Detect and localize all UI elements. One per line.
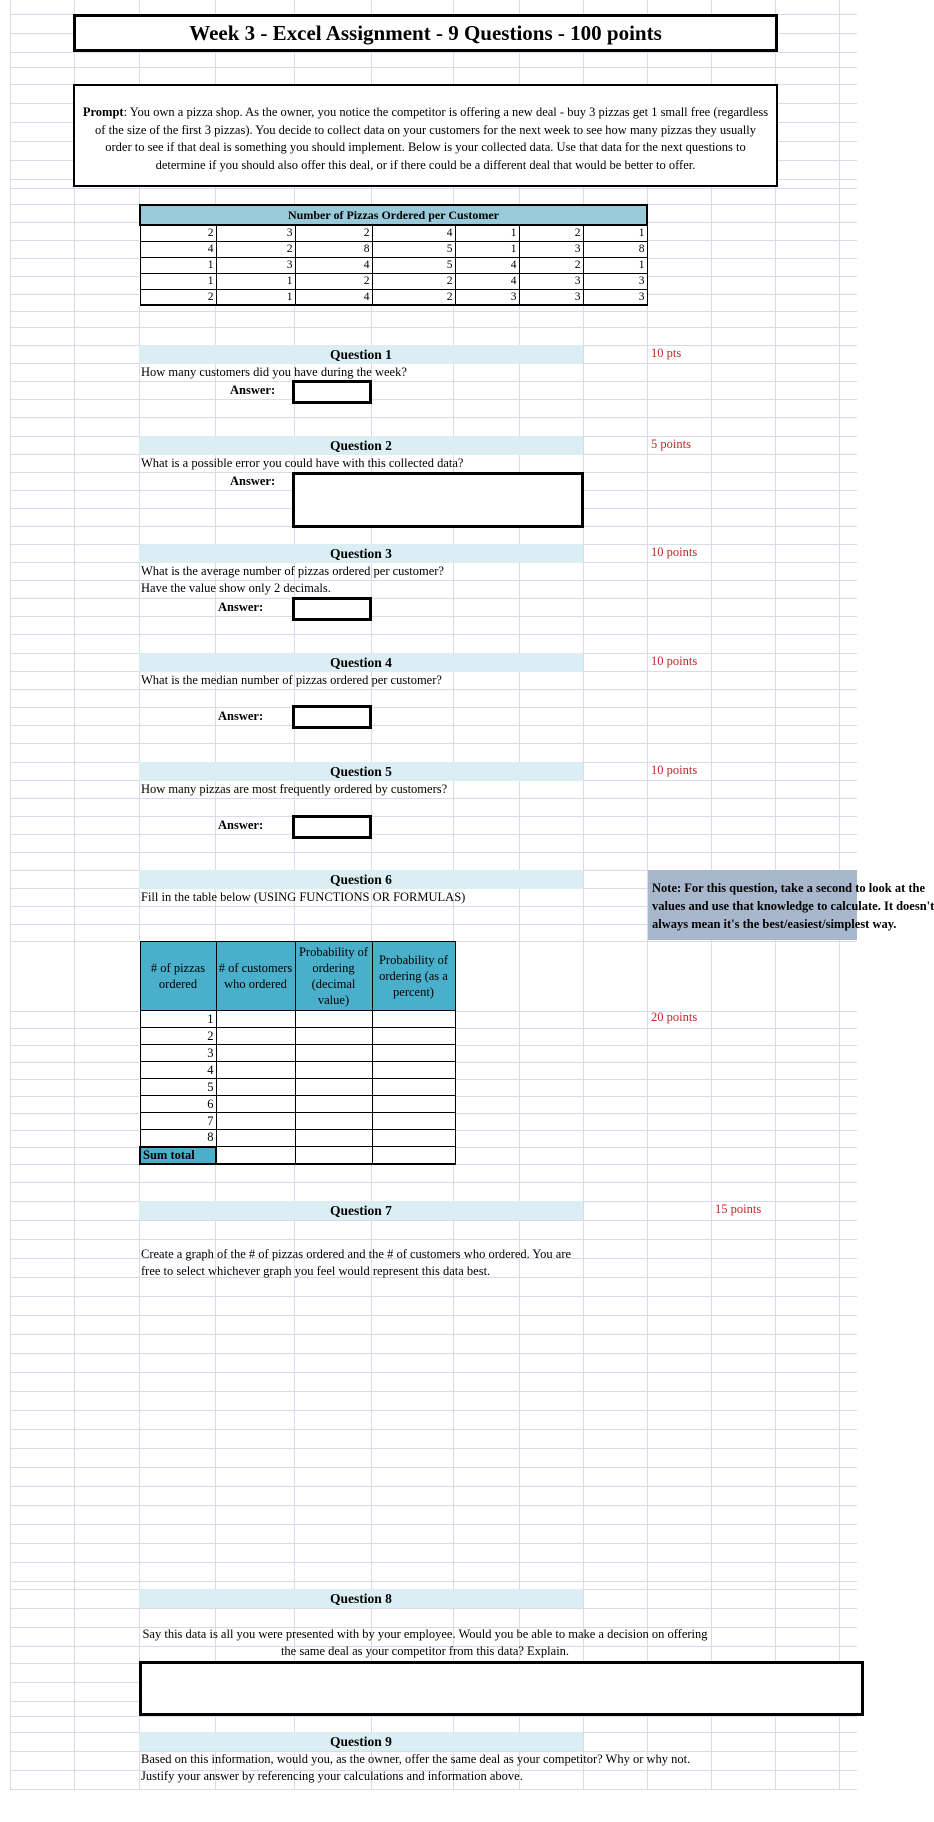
q3-header: Question 3 [139,544,583,563]
grid-row-line [10,188,857,189]
data-table-cell[interactable]: 2 [295,273,372,289]
q6-answer-cell[interactable] [216,1079,295,1096]
grid-row-line [10,816,857,817]
assignment-title [73,14,778,52]
data-table-cell[interactable]: 2 [216,241,295,257]
q3-points: 10 points [651,545,698,559]
grid-row-line [10,634,857,635]
q1-points: 10 pts [651,346,682,360]
q6-header: Question 6 [139,870,583,889]
grid-row-line [10,798,857,799]
data-table-cell[interactable]: 3 [216,225,295,241]
data-table-cell[interactable]: 2 [519,225,583,241]
q6-sum-row [140,1147,455,1164]
grid-row-line [10,616,857,617]
grid-row-line [10,834,857,835]
q8-answer-box[interactable] [139,1661,864,1716]
q7-header: Question 7 [139,1201,583,1220]
q6-text: Fill in the table below (USING FUNCTIONS OR FORMULAS) [141,890,466,904]
grid-row-line [10,52,857,53]
q5-points: 10 points [651,763,698,777]
grid-row-line [10,327,857,328]
q6-answer-cell[interactable] [295,1130,372,1147]
q2-answer-box[interactable] [292,472,584,528]
assignment-title-text: Week 3 - Excel Assignment - 9 Questions - 100 points [189,20,662,45]
data-table-row [140,289,647,305]
data-table-cell[interactable]: 4 [140,241,216,257]
q6-answer-cell[interactable] [295,1045,372,1062]
grid-row-line [10,1296,857,1297]
prompt-text: : You own a pizza shop. As the owner, you notice the competitor is offering a new deal - buy 3 pizzas get 1 small free (regardless of the size of the first 3 pizzas). You decide to collect data on your customers for the next week to see how many pizzas they usually order to see if that deal is something you should implement. Below is your collected data. Use that data for the next questions to determine if you should also offer this deal, or if there could be a different deal that would be better to offer. [95,105,769,172]
data-table-row [140,241,647,257]
data-table-cell[interactable]: 1 [455,225,519,241]
pizza-data-table [139,204,648,306]
q6-sum-cell[interactable] [295,1147,372,1164]
q2-answer-label: Answer: [230,474,276,488]
q6-answer-cell[interactable] [216,1130,295,1147]
data-table-cell[interactable]: 3 [519,289,583,305]
grid-row-line [10,1220,857,1221]
grid-row-line [10,598,857,599]
grid-row-line [10,580,857,581]
prompt-label: Prompt [82,105,124,119]
q6-pizzas-cell: 2 [140,1028,216,1045]
data-table-cell[interactable]: 4 [372,225,455,241]
q4-points: 10 points [651,654,698,668]
grid-row-line [10,399,857,400]
grid-row-line [10,1608,857,1609]
q6-answer-cell[interactable] [372,1011,455,1028]
q7-points: 15 points [715,1202,762,1216]
grid-row-line [10,1315,857,1316]
data-table-cell[interactable]: 1 [216,289,295,305]
grid-row-line [10,1410,857,1411]
q6-answer-cell[interactable] [295,1028,372,1045]
q6-note-line: Note: For this question, take a second to look at the [652,881,926,895]
data-table-cell[interactable]: 5 [372,257,455,273]
grid-row-line [10,1372,857,1373]
q6-answer-cell[interactable] [216,1062,295,1079]
data-table-cell[interactable]: 3 [216,257,295,273]
data-table-cell[interactable]: 1 [455,241,519,257]
data-table-cell[interactable]: 1 [140,273,216,289]
q9-header: Question 9 [139,1732,583,1751]
q6-answer-cell[interactable] [372,1096,455,1113]
grid-row-line [10,1429,857,1430]
grid-column-line [74,0,75,1790]
grid-row-line [10,1581,857,1582]
grid-row-line [10,1182,857,1183]
data-table-row [140,225,647,241]
grid-row-line [10,1789,857,1790]
q6-pizzas-cell: 8 [140,1130,216,1147]
q1-answer-label: Answer: [230,383,276,397]
q6-answer-cell[interactable] [295,1096,372,1113]
q6-pizzas-cell: 4 [140,1062,216,1079]
data-table-cell[interactable]: 2 [140,289,216,305]
q6-table-row [140,1130,455,1147]
grid-row-line [10,743,857,744]
data-table-cell[interactable]: 4 [455,273,519,289]
data-table-cell[interactable]: 3 [583,289,647,305]
q6-answer-cell[interactable] [372,1113,455,1130]
q6-answer-cell[interactable] [216,1096,295,1113]
q3-text-1: What is the average number of pizzas ordered per customer? [141,564,444,578]
q6-answer-cell[interactable] [216,1011,295,1028]
data-table-cell[interactable]: 1 [583,225,647,241]
grid-row-line [10,1562,857,1563]
q5-answer-box[interactable] [292,815,372,839]
data-table-body [140,225,647,305]
q9-text: Based on this information, would you, as the owner, offer the same deal as your competitor? Why or why not. Justify your answer by referencing your calculations and information above. [141,1752,691,1783]
q6-col-prob-percent: Probability of ordering (as a percent) [372,942,455,1011]
q6-probability-table [139,941,456,1165]
q1-header: Question 1 [139,345,583,364]
grid-row-line [10,1239,857,1240]
q6-sum-cell[interactable] [372,1147,455,1164]
data-table-row [140,273,647,289]
q6-answer-cell[interactable] [372,1079,455,1096]
data-table-cell[interactable]: 3 [519,241,583,257]
q6-answer-cell[interactable] [295,1079,372,1096]
q6-answer-cell[interactable] [372,1045,455,1062]
q6-points: 20 points [651,1010,698,1024]
data-table-cell[interactable]: 3 [519,273,583,289]
q4-answer-label: Answer: [218,709,264,723]
q6-note [648,870,934,940]
q6-pizzas-cell: 5 [140,1079,216,1096]
grid-row-line [10,852,857,853]
grid-row-line [10,67,857,68]
q5-answer-label: Answer: [218,818,264,832]
q3-answer-label: Answer: [218,600,264,614]
q6-note-line: values and use that knowledge to calculate. It doesn't [652,899,934,913]
q8-text: Say this data is all you were presented with by your employee. Would you be able to make a decision on offering the same deal as your competitor from this data? Explain. [142,1627,708,1658]
data-table-cell[interactable]: 2 [295,225,372,241]
q6-sum-label: Sum total [140,1147,216,1164]
grid-row-line [10,1543,857,1544]
q6-col-prob-decimal: Probability of ordering (decimal value) [295,942,372,1011]
q6-answer-cell[interactable] [295,1011,372,1028]
q6-table-row [140,1113,455,1130]
q2-text: What is a possible error you could have with this collected data? [141,456,464,470]
data-table-cell[interactable]: 5 [372,241,455,257]
q1-answer-box[interactable] [292,380,372,404]
data-table-cell[interactable]: 2 [140,225,216,241]
q6-answer-cell[interactable] [216,1045,295,1062]
data-table-cell[interactable]: 4 [455,257,519,273]
q6-note-line: always mean it's the best/easiest/simplest way. [652,917,897,931]
q6-table-row [140,1028,455,1045]
grid-row-line [10,417,857,418]
q3-answer-box[interactable] [292,597,372,621]
data-table-cell[interactable]: 2 [372,273,455,289]
q6-answer-cell[interactable] [216,1113,295,1130]
q6-sum-cell[interactable] [216,1147,295,1164]
grid-row-line [10,1391,857,1392]
grid-row-line [10,1716,857,1717]
data-table-cell[interactable]: 3 [455,289,519,305]
q6-answer-cell[interactable] [216,1028,295,1045]
data-table-cell[interactable]: 2 [519,257,583,273]
q3-text-2: Have the value show only 2 decimals. [141,581,331,595]
q4-text: What is the median number of pizzas ordered per customer? [141,673,442,687]
q6-table-row [140,1079,455,1096]
q6-answer-cell[interactable] [372,1028,455,1045]
q6-col-pizzas: # of pizzas ordered [140,942,216,1011]
q8-header: Question 8 [139,1589,583,1608]
q6-table-row [140,1096,455,1113]
grid-row-line [10,1448,857,1449]
grid-row-line [10,1524,857,1525]
q2-points: 5 points [651,437,691,451]
grid-row-line [10,689,857,690]
data-table-cell[interactable]: 3 [583,273,647,289]
data-table-cell[interactable]: 8 [583,241,647,257]
grid-row-line [10,725,857,726]
q6-pizzas-cell: 3 [140,1045,216,1062]
data-table-cell[interactable]: 1 [216,273,295,289]
q6-table-row [140,1062,455,1079]
data-table-row [140,257,647,273]
q6-col-customers: # of customers who ordered [216,942,295,1011]
grid-row-line [10,311,857,312]
q6-pizzas-cell: 6 [140,1096,216,1113]
grid-row-line [10,707,857,708]
grid-row-line [10,1467,857,1468]
q6-answer-cell[interactable] [295,1113,372,1130]
q4-answer-box[interactable] [292,705,372,729]
q6-answer-cell[interactable] [372,1130,455,1147]
data-table-cell[interactable]: 1 [140,257,216,273]
q6-answer-cell[interactable] [295,1062,372,1079]
q6-pizzas-cell: 1 [140,1011,216,1028]
q5-text: How many pizzas are most frequently ordered by customers? [141,782,448,796]
q6-answer-cell[interactable] [372,1062,455,1079]
grid-row-line [10,1505,857,1506]
grid-row-line [10,1353,857,1354]
data-table-cell[interactable]: 2 [372,289,455,305]
q6-table-row [140,1045,455,1062]
q6-pizzas-cell: 7 [140,1113,216,1130]
data-table-header: Number of Pizzas Ordered per Customer [140,205,647,225]
prompt-box[interactable] [73,84,778,187]
grid-row-line [10,1334,857,1335]
data-table-cell[interactable]: 4 [295,289,372,305]
data-table-cell[interactable]: 1 [583,257,647,273]
grid-column-line [10,0,11,1790]
grid-row-line [10,381,857,382]
data-table-cell[interactable]: 4 [295,257,372,273]
q2-header: Question 2 [139,436,583,455]
q7-text: Create a graph of the # of pizzas ordered and the # of customers who ordered. You are free to select whichever graph you feel would represent this data best. [141,1247,572,1278]
q6-table-body [140,1011,455,1164]
data-table-cell[interactable]: 8 [295,241,372,257]
q4-header: Question 4 [139,653,583,672]
grid-row-line [10,1486,857,1487]
q5-header: Question 5 [139,762,583,781]
q1-text: How many customers did you have during the week? [141,365,407,379]
q6-table-row [140,1011,455,1028]
